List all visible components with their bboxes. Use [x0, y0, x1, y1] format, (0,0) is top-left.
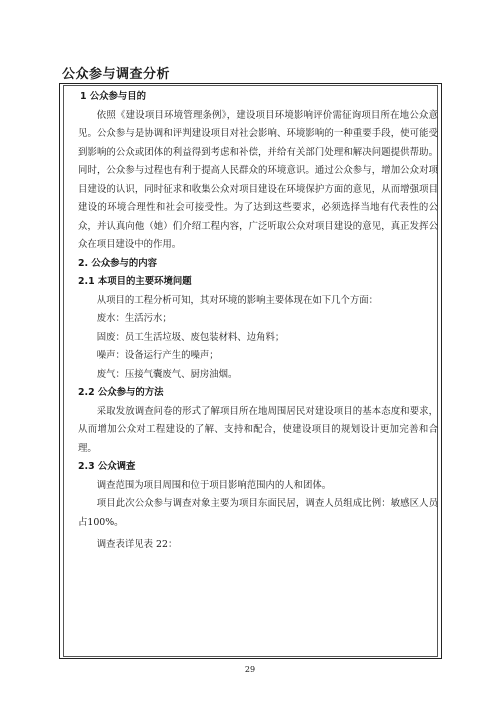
- section-2-2-heading: 2.2 公众参与的方法: [78, 387, 164, 398]
- section-1-heading: 1 公众参与目的: [80, 91, 147, 102]
- page-title: 公众参与调查分析: [62, 67, 171, 82]
- section-2-3-paragraph-1: 调查范围为项目周围和位于项目影响范围内的人和团体。: [96, 479, 332, 491]
- section-2-3-paragraph-3: 调查表详见表 22：: [96, 539, 178, 550]
- section-2-2-paragraph: 采取发放调查问卷的形式了解项目所在地周围居民对建设项目的基本态度和要求，从而增加公众对工程建设的了解、支持和配合，使建设项目的规划设计更加完善和合理。: [78, 405, 438, 454]
- section-2-1-intro: 从项目的工程分析可知，其对环境的影响主要体现在如下几个方面：: [96, 294, 379, 306]
- issue-item-wastewater: 废水：生活污水；: [96, 313, 172, 324]
- issue-item-exhaust: 废气：压接气囊废气、厨房油烟。: [96, 368, 238, 380]
- section-2-1-heading: 2.1 本项目的主要环境问题: [78, 276, 192, 287]
- issue-item-solid-waste: 固废：员工生活垃圾、废包装材料、边角料；: [96, 331, 285, 343]
- section-2-3-paragraph-2: 项目此次公众参与调查对象主要为项目东面民居，调查人员组成比例：敏感区人员占100%。: [78, 498, 438, 528]
- issue-item-noise: 噪声：设备运行产生的噪声；: [96, 350, 219, 361]
- page-number: 29: [244, 665, 256, 674]
- section-1-paragraph: 依照《建设项目环境管理条例》，建设项目环境影响评价需征询项目所在地公众意见。公众参与是协调和评判建设项目对社会影响、环境影响的一种重要手段，使可能受到影响的公众或团体的利益得到考虑和补偿，并给有关部门处理和解决问题提供帮助。同时，公众参与过程也有利于提高人民群众的环境意识。通过公众参与，增加公众对项目建设的认识，同时征求和收集公众对项目建设在环境保护方面的意见，从而增强项目建设的环境合理性和社会可接受性。为了达到这些要求，必须选择当地有代表性的公众，并认真向他（她）们介绍工程内容，广泛听取公众对项目建设的意见，真正发挥公众在项目建设中的作用。: [78, 109, 438, 250]
- section-2-3-heading: 2.3 公众调查: [78, 461, 136, 472]
- section-2-heading: 2. 公众参与的内容: [78, 257, 157, 269]
- document-body: [78, 88, 438, 555]
